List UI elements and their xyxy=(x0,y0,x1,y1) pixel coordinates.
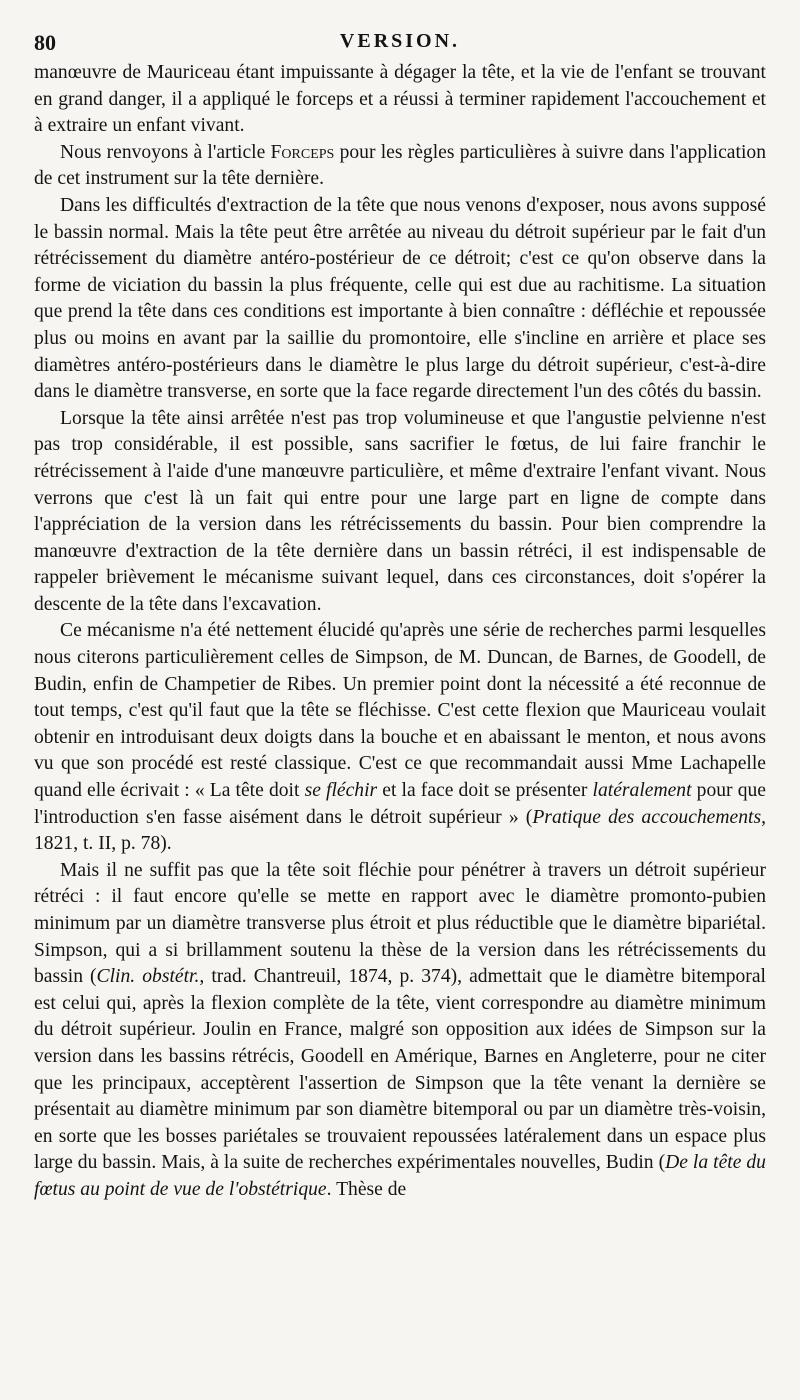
page-header xyxy=(34,26,766,60)
paragraph xyxy=(34,406,766,619)
paragraph xyxy=(34,618,766,857)
paragraph xyxy=(34,140,766,193)
text-run: Lorsque la tête ainsi arrêtée n'est pas trop volumineuse et que l'angustie pelvienne n'est pas trop considérable, il est possible, sans sacrifier le fœtus, de lui faire franchir le rétrécissement à l'aide d'une manœuvre particulière, et même d'extraire l'enfant vivant. Nous verrons que c'est là un fait qui entre pour une large part en ligne de compte dans l'appréciation de la version dans les rétrécissements du bassin. Pour bien comprendre la manœuvre d'extraction de la tête dernière dans un bassin rétréci, il est indispensable de rappeler brièvement le mécanisme suivant lequel, dans ces circonstances, doit s'opérer la descente de la tête dans l'excavation. xyxy=(34,407,766,615)
italic-text: latéralement xyxy=(592,780,692,802)
text-run: . Thèse de xyxy=(326,1178,407,1200)
italic-text: De la tête du fœtus au point de vue de l'obstétrique xyxy=(34,1152,766,1200)
paragraph xyxy=(34,193,766,406)
text-run: et la face doit se présenter xyxy=(377,780,593,802)
text-run: manœuvre de Mauriceau étant impuissante à dégager la tête, et la vie de l'enfant se trouvant en grand danger, il a appliqué le forceps et a réussi à terminer rapidement l'accouchement et à extraire un enfant vivant. xyxy=(34,62,766,137)
running-title: VERSION. xyxy=(339,30,461,52)
text-run: Dans les difficultés d'extraction de la tête que nous venons d'exposer, nous avons supposé le bassin normal. Mais la tête peut être arrêtée au niveau du détroit supérieur par le fait d'un rétrécissement du diamètre antéro-postérieur de ce détroit; c'est ce qu'on observe dans la forme de viciation du bassin la plus fréquente, celle qui est due au rachitisme. La situation que prend la tête dans ces conditions est importante à bien connaître : défléchie et repoussée plus ou moins en avant par la saillie du promontoire, elle s'incline en arrière et place ses diamètres antéro-postérieurs dans le diamètre le plus large du détroit supérieur, c'est-à-dire dans le diamètre transverse, en sorte que la face regarde directement l'un des côtés du bassin. xyxy=(34,194,766,403)
text-run: pour que l'introduction s'en fasse aisément dans le détroit supérieur » ( xyxy=(34,780,766,828)
paragraph xyxy=(34,60,766,140)
text-run: pour les règles particulières à suivre dans l'application de cet instrument sur la tête dernière. xyxy=(34,141,766,190)
body-text xyxy=(34,60,766,1204)
paragraph xyxy=(34,858,766,1204)
page-number: 80 xyxy=(34,30,56,55)
small-caps-text: Forceps xyxy=(270,141,335,163)
italic-text: Pratique des accouchements xyxy=(532,806,762,828)
text-run: Nous renvoyons à l'article xyxy=(60,141,271,163)
italic-text: Clin. obstétr. xyxy=(96,966,200,988)
text-run: Mais il ne suffit pas que la tête soit fléchie pour pénétrer à travers un détroit supérieur rétréci : il faut encore qu'elle se mette en rapport avec le diamètre promonto-pubien minimum par un diamètre transverse plus étroit et plus réductible que le diamètre bipariétal. Simpson, qui a si brillamment soutenu la thèse de la version dans les rétrécissements du bassin ( xyxy=(34,859,766,988)
text-run: , 1821, t. II, p. 78). xyxy=(34,806,767,855)
italic-text: se fléchir xyxy=(304,780,378,802)
text-run: Ce mécanisme n'a été nettement élucidé qu'après une série de recherches parmi lesquelles nous citerons particulièrement celles de Simpson, de M. Duncan, de Barnes, de Goodell, de Budin, enfin de Champetier de Ribes. Un premier point dont la nécessité a été reconnue de tout temps, c'est qu'il faut que la tête se fléchisse. C'est cette flexion que Mauriceau voulait obtenir en introduisant deux doigts dans la bouche et en abaissant le menton, et nous avons vu que son procédé est resté classique. C'est ce que recommandait aussi Mme Lachapelle quand elle écrivait : « La tête doit xyxy=(34,620,766,802)
text-run: , trad. Chantreuil, 1874, p. 374), admettait que le diamètre bitemporal est celui qui, après la flexion complète de la tête, vient correspondre au diamètre minimum du détroit supérieur. Joulin en France, malgré son opposition aux idées de Simpson sur la version dans les bassins rétrécis, Goodell en Amérique, Barnes en Angleterre, pour ne citer que les principaux, acceptèrent l'assertion de Simpson que la tête venant la dernière se présentait au diamètre minimum par son diamètre bitemporal ou par un diamètre très-voisin, en sorte que les bosses pariétales se trouvaient repoussées latéralement dans un espace plus large du bassin. Mais, à la suite de recherches expérimentales nouvelles, Budin ( xyxy=(34,966,766,1174)
